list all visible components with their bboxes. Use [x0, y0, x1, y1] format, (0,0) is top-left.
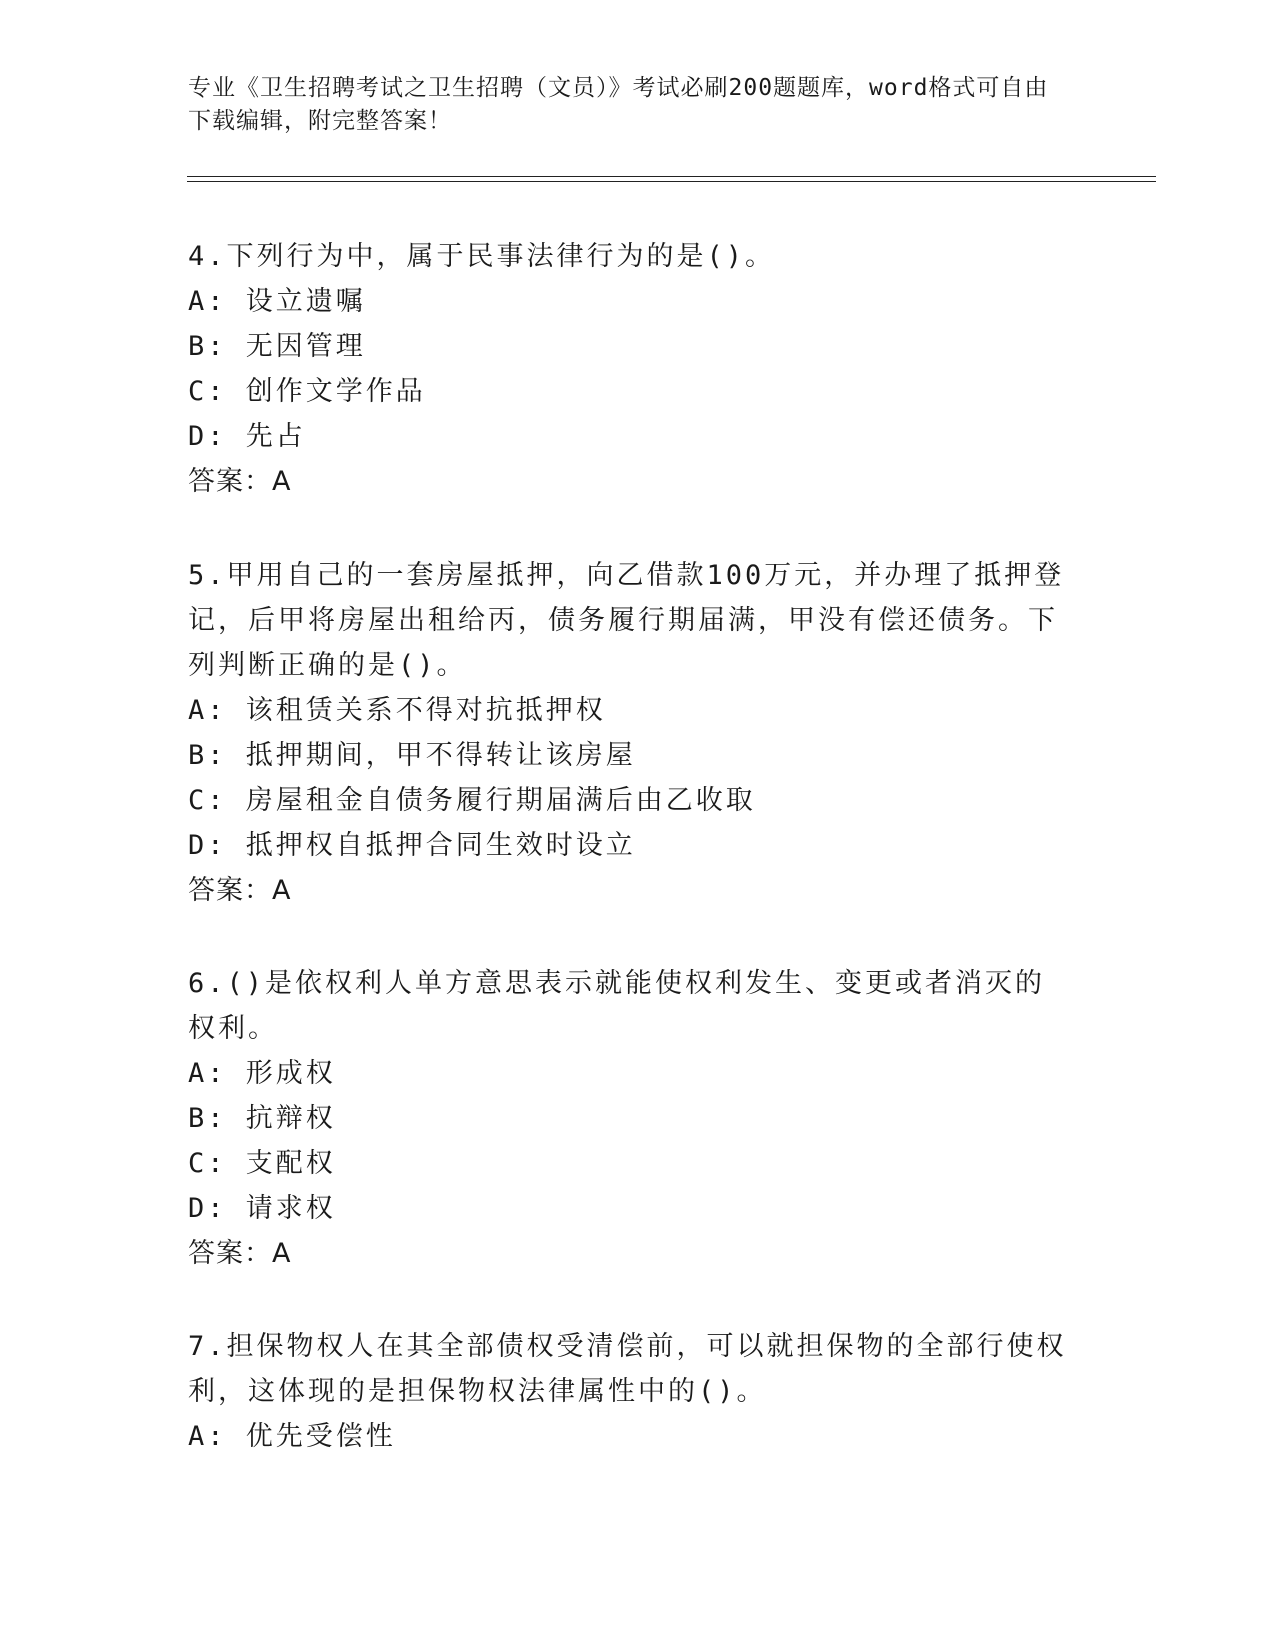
- header-divider: [187, 176, 1156, 182]
- option-c: C: 房屋租金自债务履行期届满后由乙收取: [188, 785, 756, 816]
- option-b: B: 抗辩权: [188, 1103, 336, 1134]
- question-stem: 6.()是依权利人单方意思表示就能使权利发生、变更或者消灭的权利。: [188, 968, 1046, 1044]
- option-b: B: 无因管理: [188, 331, 366, 362]
- document-header: 专业《卫生招聘考试之卫生招聘（文员）》考试必刷200题题库，word格式可自由下载编辑，附完整答案！: [188, 75, 1049, 134]
- option-a: A: 设立遗嘱: [188, 286, 366, 317]
- question-block: [188, 234, 1068, 504]
- option-a: A: 形成权: [188, 1058, 336, 1089]
- question-stem: 7.担保物权人在其全部债权受清偿前，可以就担保物的全部行使权利，这体现的是担保物权法律属性中的()。: [188, 1331, 1067, 1407]
- question-block: [188, 961, 1068, 1276]
- option-c: C: 支配权: [188, 1148, 336, 1179]
- option-c: C: 创作文学作品: [188, 376, 426, 407]
- question-stem: 4.下列行为中，属于民事法律行为的是()。: [188, 241, 776, 272]
- option-b: B: 抵押期间，甲不得转让该房屋: [188, 740, 636, 771]
- option-d: D: 抵押权自抵押合同生效时设立: [188, 830, 636, 861]
- answer-text: 答案：A: [188, 466, 292, 497]
- option-a: A: 优先受偿性: [188, 1421, 396, 1452]
- question-block: [188, 553, 1068, 913]
- option-d: D: 先占: [188, 421, 306, 452]
- option-a: A: 该租赁关系不得对抗抵押权: [188, 695, 606, 726]
- question-stem: 5.甲用自己的一套房屋抵押，向乙借款100万元，并办理了抵押登记，后甲将房屋出租给丙，债务履行期届满，甲没有偿还债务。下列判断正确的是()。: [188, 560, 1065, 681]
- answer-text: 答案：A: [188, 875, 292, 906]
- question-block: [188, 1324, 1068, 1459]
- answer-text: 答案：A: [188, 1238, 292, 1269]
- option-d: D: 请求权: [188, 1193, 336, 1224]
